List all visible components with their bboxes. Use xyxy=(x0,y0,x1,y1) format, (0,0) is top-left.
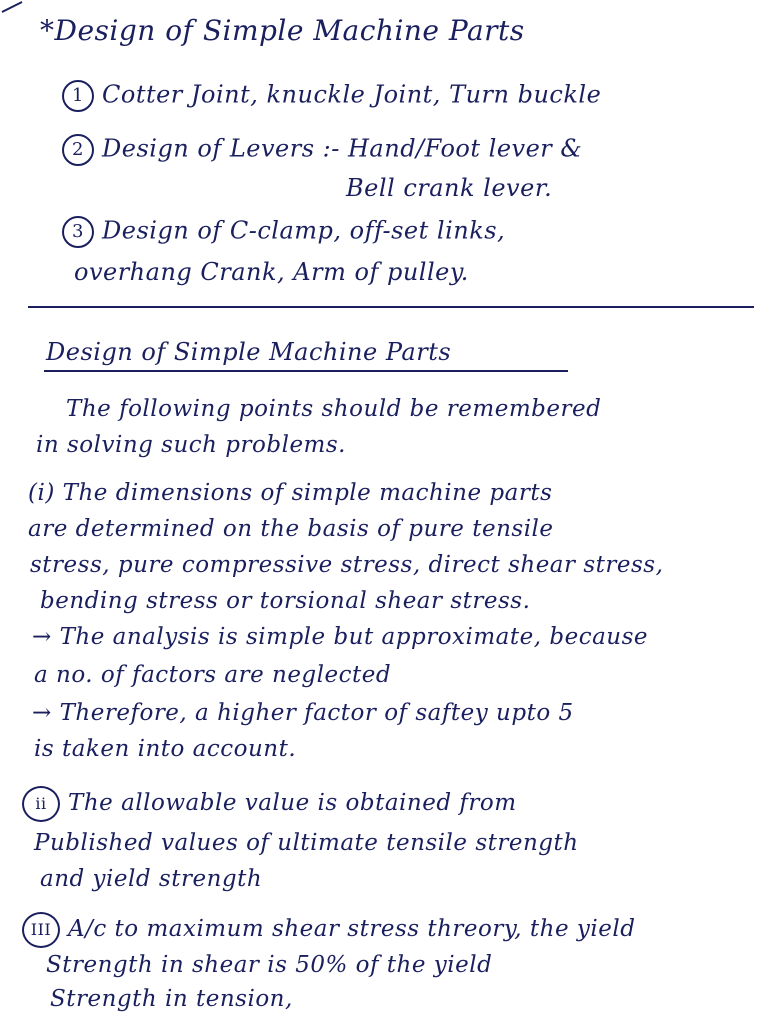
point-2-text-1: The allowable value is obtained from xyxy=(68,790,517,816)
point-1-line-3: stress, pure compressive stress, direct shear stress, xyxy=(30,552,664,578)
topic-3-text: Design of C-clamp, off-set links, xyxy=(102,216,506,245)
point-2-line-3: and yield strength xyxy=(40,866,263,892)
section-divider xyxy=(28,306,754,308)
page-title: *Design of Simple Machine Parts xyxy=(40,14,525,47)
topic-3-continuation: overhang Crank, Arm of pulley. xyxy=(74,258,469,286)
section-heading: Design of Simple Machine Parts xyxy=(46,338,452,366)
point-3-line-1 xyxy=(22,912,635,948)
point-1-arrow-2-line-2: is taken into account. xyxy=(34,736,297,762)
point-1-line-4: bending stress or torsional shear stress. xyxy=(40,588,531,614)
point-2-line-1 xyxy=(22,786,517,822)
point-1-line-2: are determined on the basis of pure tensile xyxy=(28,516,554,542)
point-1-arrow-2-line-1: → Therefore, a higher factor of saftey upto 5 xyxy=(32,700,574,726)
topic-1-text: Cotter Joint, knuckle Joint, Turn buckle xyxy=(102,80,602,109)
point-3-marker: III xyxy=(22,912,60,948)
corner-pen-mark xyxy=(0,0,24,14)
topic-3 xyxy=(62,216,505,248)
point-1-line-1 xyxy=(28,480,552,506)
point-1-arrow-1-line-1: → The analysis is simple but approximate, because xyxy=(32,624,649,650)
point-1-text-1: The dimensions of simple machine parts xyxy=(62,480,553,506)
intro-line-2: in solving such problems. xyxy=(36,432,346,458)
topic-1 xyxy=(62,80,601,112)
point-3-line-3: Strength in tension, xyxy=(50,986,293,1012)
section-heading-underline xyxy=(44,370,568,372)
intro-line-1: The following points should be remembered xyxy=(66,396,602,422)
point-2-marker: ii xyxy=(22,786,60,822)
topic-2-text: Design of Levers :- Hand/Foot lever & xyxy=(102,134,583,163)
point-3-text-1: A/c to maximum shear stress threory, the yield xyxy=(68,916,636,942)
point-1-marker: (i) xyxy=(28,480,55,506)
topic-2-continuation: Bell crank lever. xyxy=(346,174,553,202)
topic-2 xyxy=(62,134,582,166)
topic-number-1: 1 xyxy=(62,80,94,112)
point-2-line-2: Published values of ultimate tensile strength xyxy=(34,830,579,856)
point-1-arrow-1-line-2: a no. of factors are neglected xyxy=(34,662,392,688)
topic-number-2: 2 xyxy=(62,134,94,166)
point-3-line-2: Strength in shear is 50% of the yield xyxy=(46,952,493,978)
topic-number-3: 3 xyxy=(62,216,94,248)
